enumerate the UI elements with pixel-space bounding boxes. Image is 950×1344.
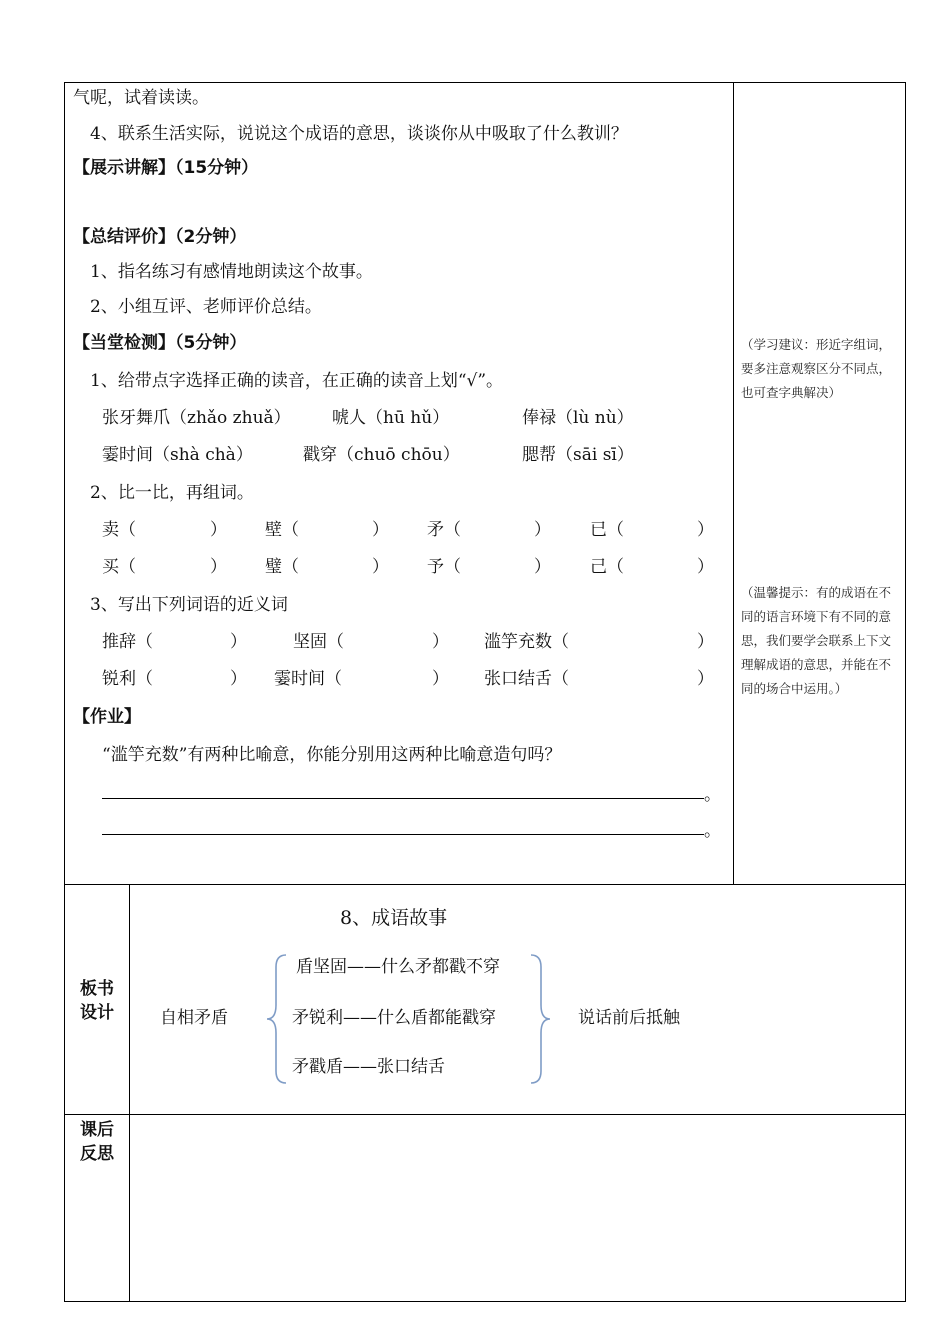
- board-right-conclusion: 说话前后抵触: [578, 1008, 680, 1028]
- synonym-close: ）: [432, 669, 449, 689]
- homework-question: “滥竽充数”有两种比喻意，你能分别用这两种比喻意造句吗？: [102, 745, 562, 765]
- compare-close: ）: [697, 557, 714, 577]
- sidebar-note-study-tip: （学习建议：形近字组词，要多注意观察区分不同点，也可查字典解决）: [741, 337, 892, 400]
- synonym-word: 坚固（: [293, 632, 344, 652]
- synonym-word: 滥竽充数（: [484, 632, 569, 652]
- synonym-close: ）: [230, 669, 247, 689]
- compare-word: 卖（: [102, 520, 136, 540]
- pinyin-item: 腮帮（sāi sī）: [522, 445, 634, 465]
- compare-word: 买（: [102, 557, 136, 577]
- board-item: 矛锐利——什么盾都能戳穿: [292, 1008, 496, 1028]
- border-left: [64, 82, 65, 1302]
- divider-row-board: [64, 884, 906, 885]
- compare-close: ）: [210, 557, 227, 577]
- answer-line-2[interactable]: [102, 834, 704, 835]
- board-item: 盾坚固——什么矛都戳不穿: [296, 957, 500, 977]
- compare-close: ）: [697, 520, 714, 540]
- synonym-word: 推辞（: [102, 632, 153, 652]
- compare-word: 矛（: [427, 520, 461, 540]
- reflection-content-area[interactable]: [131, 1116, 904, 1300]
- divider-sidebar: [733, 82, 734, 885]
- pinyin-item: 俸禄（lù nù）: [522, 408, 634, 428]
- divider-row-reflect: [64, 1114, 906, 1115]
- summary-item-1: 1、指名练习有感情地朗读这个故事。: [90, 262, 373, 282]
- right-brace: [527, 953, 553, 1085]
- compare-close: ）: [372, 520, 389, 540]
- section-show-heading: 【展示讲解】（15分钟）: [73, 158, 259, 178]
- compare-word: 已（: [590, 520, 624, 540]
- synonym-word: 张口结舌（: [484, 669, 569, 689]
- reflection-label: 课后反思: [80, 1120, 114, 1164]
- synonym-close: ）: [697, 669, 714, 689]
- compare-close: ）: [534, 520, 551, 540]
- pinyin-item: 唬人（hū hǔ）: [332, 408, 450, 428]
- summary-item-2: 2、小组互评、老师评价总结。: [90, 297, 322, 317]
- test-question-1: 1、给带点字选择正确的读音，在正确的读音上划“√”。: [90, 371, 504, 391]
- board-item: 矛戳盾——张口结舌: [292, 1057, 445, 1077]
- answer-line-2-period: 。: [704, 821, 721, 841]
- divider-label-column: [129, 884, 130, 1302]
- board-left-idiom: 自相矛盾: [160, 1008, 228, 1028]
- question-4: 4、联系生活实际，说说这个成语的意思，谈谈你从中吸取了什么教训？: [90, 124, 628, 144]
- pinyin-item: 张牙舞爪（zhǎo zhuǎ）: [102, 408, 291, 428]
- compare-close: ）: [372, 557, 389, 577]
- compare-word: 璧（: [265, 557, 299, 577]
- board-title: 8、成语故事: [340, 907, 448, 929]
- synonym-close: ）: [432, 632, 449, 652]
- compare-word: 壁（: [265, 520, 299, 540]
- compare-close: ）: [210, 520, 227, 540]
- pinyin-item: 戳穿（chuō chōu）: [303, 445, 460, 465]
- synonym-word: 锐利（: [102, 669, 153, 689]
- section-summary-heading: 【总结评价】（2分钟）: [73, 227, 247, 247]
- left-brace: [264, 953, 290, 1085]
- border-right: [905, 82, 906, 1302]
- pinyin-item: 霎时间（shà chà）: [102, 445, 253, 465]
- border-bottom: [64, 1301, 906, 1302]
- compare-word: 己（: [590, 557, 624, 577]
- answer-line-1[interactable]: [102, 798, 704, 799]
- text-continuation: 气呢，试着读读。: [73, 88, 209, 108]
- compare-word: 予（: [427, 557, 461, 577]
- board-design-label: 板书设计: [80, 979, 114, 1023]
- synonym-close: ）: [697, 632, 714, 652]
- test-question-2: 2、比一比，再组词。: [90, 483, 254, 503]
- compare-close: ）: [534, 557, 551, 577]
- section-test-heading: 【当堂检测】（5分钟）: [73, 333, 247, 353]
- border-top: [64, 82, 906, 83]
- answer-line-1-period: 。: [704, 785, 721, 805]
- section-homework-heading: 【作业】: [73, 707, 141, 727]
- synonym-close: ）: [230, 632, 247, 652]
- sidebar-note-warm-tip: （温馨提示：有的成语在不同的语言环境下有不同的意思，我们要学会联系上下文理解成语的意思，并能在不同的场合中运用。）: [741, 585, 892, 696]
- test-question-3: 3、写出下列词语的近义词: [90, 595, 288, 615]
- synonym-word: 霎时间（: [274, 669, 342, 689]
